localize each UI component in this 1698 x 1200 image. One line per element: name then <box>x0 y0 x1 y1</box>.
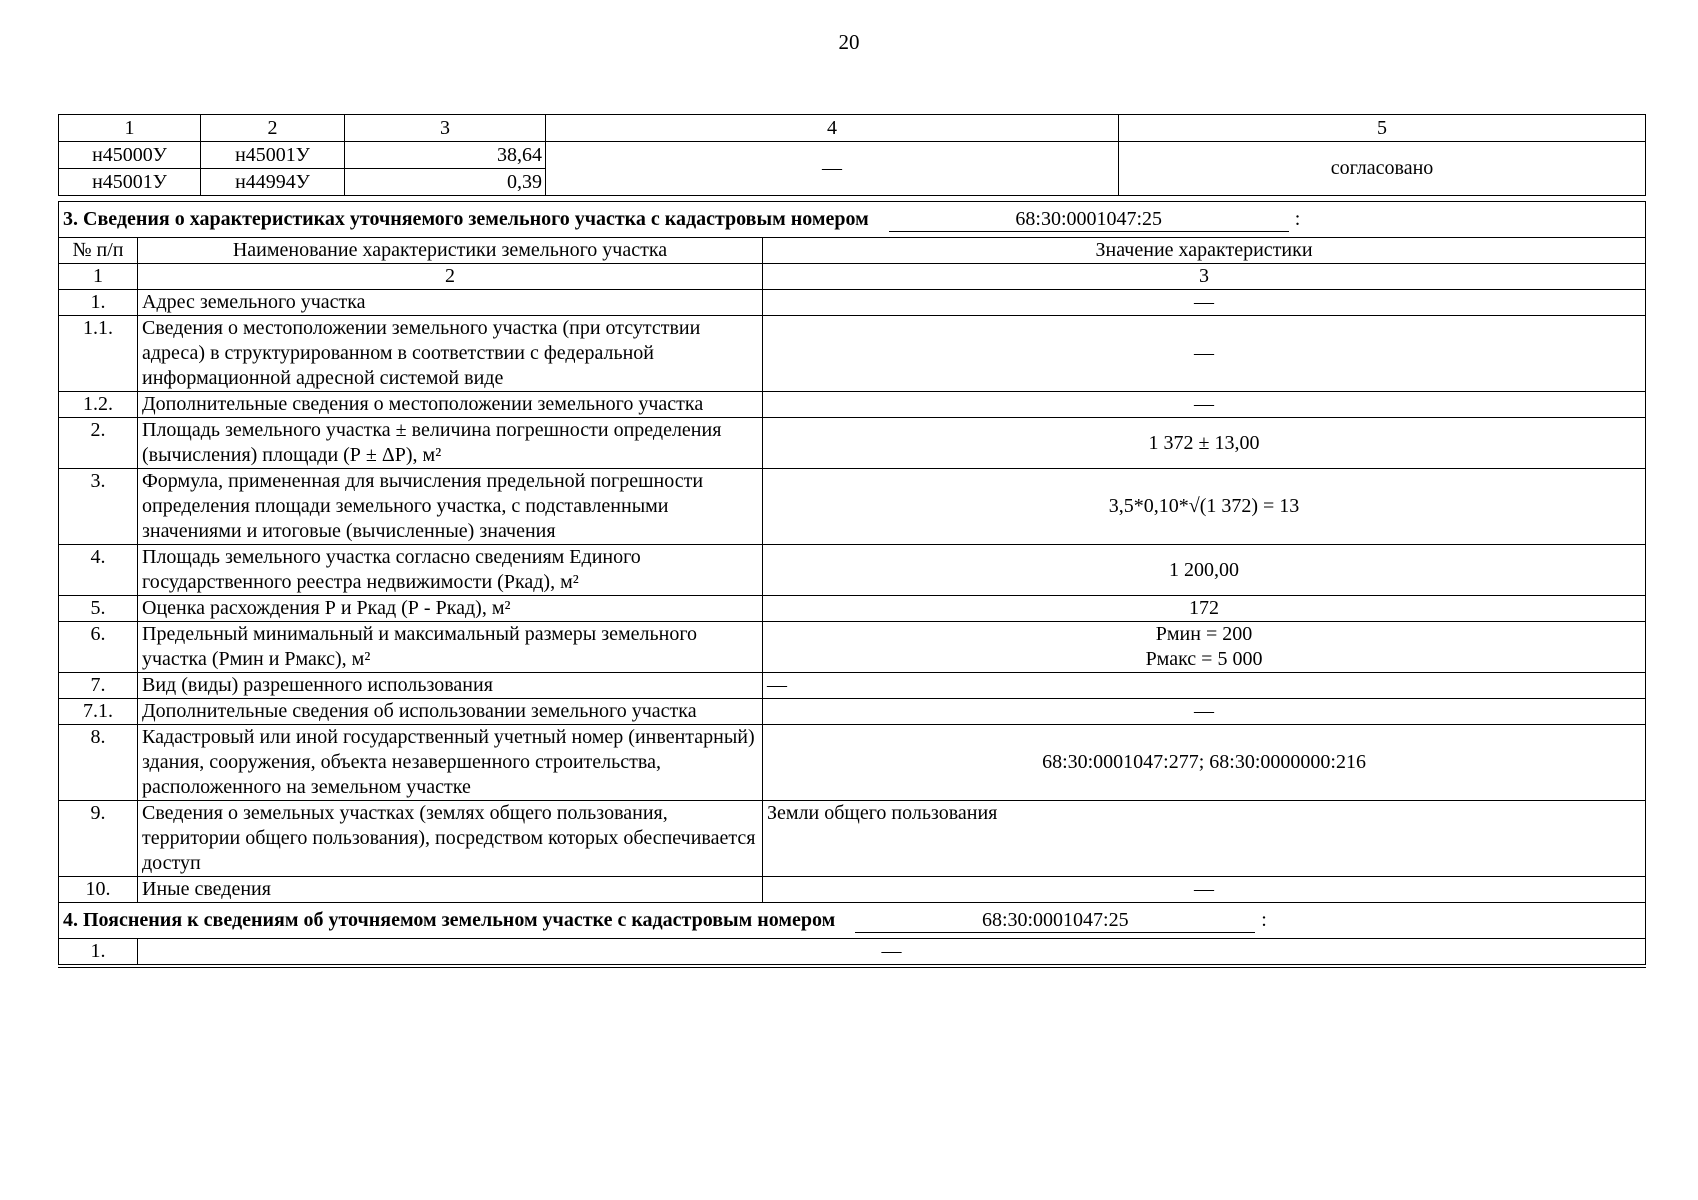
section4-cadastral-number: 68:30:0001047:25 <box>855 909 1255 933</box>
row-value: — <box>763 673 1646 699</box>
row-value <box>763 622 1646 673</box>
row-name: Сведения о земельных участках (землях общего пользования, территории общего пользования), посредством которых обеспечивается доступ <box>138 801 763 877</box>
point-from: н45001У <box>59 169 201 196</box>
min-size-value: Рмин = 200 <box>1155 623 1253 645</box>
segment-length: 0,39 <box>345 169 546 196</box>
row-name: Вид (виды) разрешенного использования <box>138 673 763 699</box>
section3-title: 3. Сведения о характеристиках уточняемого земельного участка с кадастровым номером <box>63 208 869 230</box>
row-value: 172 <box>763 596 1646 622</box>
row-name: Формула, примененная для вычисления предельной погрешности определения площади земельного участка, с подставленными значениями и итоговые (вычисленные) значения <box>138 469 763 545</box>
column-numbers-row <box>59 264 1646 290</box>
section3-cadastral-number: 68:30:0001047:25 <box>889 208 1289 232</box>
table-row <box>59 596 1646 622</box>
table-row <box>59 699 1646 725</box>
row-number: 4. <box>59 545 138 596</box>
header-name: Наименование характеристики земельного участка <box>138 238 763 264</box>
table-row <box>59 469 1646 545</box>
column-number: 1 <box>59 264 138 290</box>
agreement-status: согласовано <box>1119 142 1646 196</box>
column-number: 5 <box>1119 115 1646 142</box>
row-value: — <box>763 699 1646 725</box>
point-to: н45001У <box>201 142 345 169</box>
row-number: 7.1. <box>59 699 138 725</box>
table-row <box>59 290 1646 316</box>
row-number: 1.2. <box>59 392 138 418</box>
row-value: — <box>138 939 1646 967</box>
row-name: Дополнительные сведения об использовании земельного участка <box>138 699 763 725</box>
table-row <box>59 418 1646 469</box>
row-value: 3,5*0,10*√(1 372) = 13 <box>763 469 1646 545</box>
header-value: Значение характеристики <box>763 238 1646 264</box>
section4-title-row <box>59 903 1646 939</box>
row-number: 7. <box>59 673 138 699</box>
row-number: 1.1. <box>59 316 138 392</box>
row-number: 6. <box>59 622 138 673</box>
boundary-table <box>58 114 1646 196</box>
header-num: № п/п <box>59 238 138 264</box>
column-number: 2 <box>201 115 345 142</box>
column4-value: — <box>546 142 1119 196</box>
section4-title: 4. Пояснения к сведениям об уточняемом земельном участке с кадастровым номером <box>63 909 836 931</box>
row-name: Сведения о местоположении земельного участка (при отсутствии адреса) в структурированном в соответствии с федеральной информационной адресной системой виде <box>138 316 763 392</box>
table-row <box>59 545 1646 596</box>
table-row <box>59 877 1646 903</box>
row-name: Предельный минимальный и максимальный размеры земельного участка (Рмин и Рмакс), м² <box>138 622 763 673</box>
table-row <box>59 142 1646 169</box>
point-from: н45000У <box>59 142 201 169</box>
row-number: 8. <box>59 725 138 801</box>
row-number: 9. <box>59 801 138 877</box>
table-row <box>59 622 1646 673</box>
table-row <box>59 392 1646 418</box>
row-number: 5. <box>59 596 138 622</box>
table-header-row <box>59 115 1646 142</box>
section4-colon: : <box>1261 909 1267 931</box>
row-value: — <box>763 290 1646 316</box>
table-header-row <box>59 238 1646 264</box>
row-value: 68:30:0001047:277; 68:30:0000000:216 <box>763 725 1646 801</box>
column-number: 4 <box>546 115 1119 142</box>
page-number: 20 <box>838 30 860 54</box>
segment-length: 38,64 <box>345 142 546 169</box>
row-number: 3. <box>59 469 138 545</box>
section3-title-row <box>59 202 1646 238</box>
row-value: — <box>763 316 1646 392</box>
row-value: — <box>763 877 1646 903</box>
column-number: 3 <box>345 115 546 142</box>
table-row <box>59 673 1646 699</box>
table-row <box>59 801 1646 877</box>
point-to: н44994У <box>201 169 345 196</box>
table-row <box>59 316 1646 392</box>
row-value: 1 372 ± 13,00 <box>763 418 1646 469</box>
section3-colon: : <box>1294 208 1301 230</box>
row-name: Дополнительные сведения о местоположении земельного участка <box>138 392 763 418</box>
column-number: 1 <box>59 115 201 142</box>
table-row <box>59 725 1646 801</box>
column-number: 3 <box>763 264 1646 290</box>
row-value: Земли общего пользования <box>763 801 1646 877</box>
row-name: Кадастровый или иной государственный учетный номер (инвентарный) здания, сооружения, объекта незавершенного строительства, расположенного на земельном участке <box>138 725 763 801</box>
row-name: Площадь земельного участка ± величина погрешности определения (вычисления) площади (Р ± ΔР), м² <box>138 418 763 469</box>
row-name: Адрес земельного участка <box>138 290 763 316</box>
row-name: Иные сведения <box>138 877 763 903</box>
row-number: 1. <box>59 290 138 316</box>
column-number: 2 <box>138 264 763 290</box>
row-number: 10. <box>59 877 138 903</box>
row-number: 1. <box>59 939 138 967</box>
table-row <box>59 939 1646 967</box>
row-name: Площадь земельного участка согласно сведениям Единого государственного реестра недвижимости (Ркад), м² <box>138 545 763 596</box>
row-value: 1 200,00 <box>763 545 1646 596</box>
row-name: Оценка расхождения Р и Ркад (Р - Ркад), м² <box>138 596 763 622</box>
max-size-value: Рмакс = 5 000 <box>1145 648 1263 670</box>
row-number: 2. <box>59 418 138 469</box>
characteristics-table <box>58 201 1646 968</box>
row-value: — <box>763 392 1646 418</box>
